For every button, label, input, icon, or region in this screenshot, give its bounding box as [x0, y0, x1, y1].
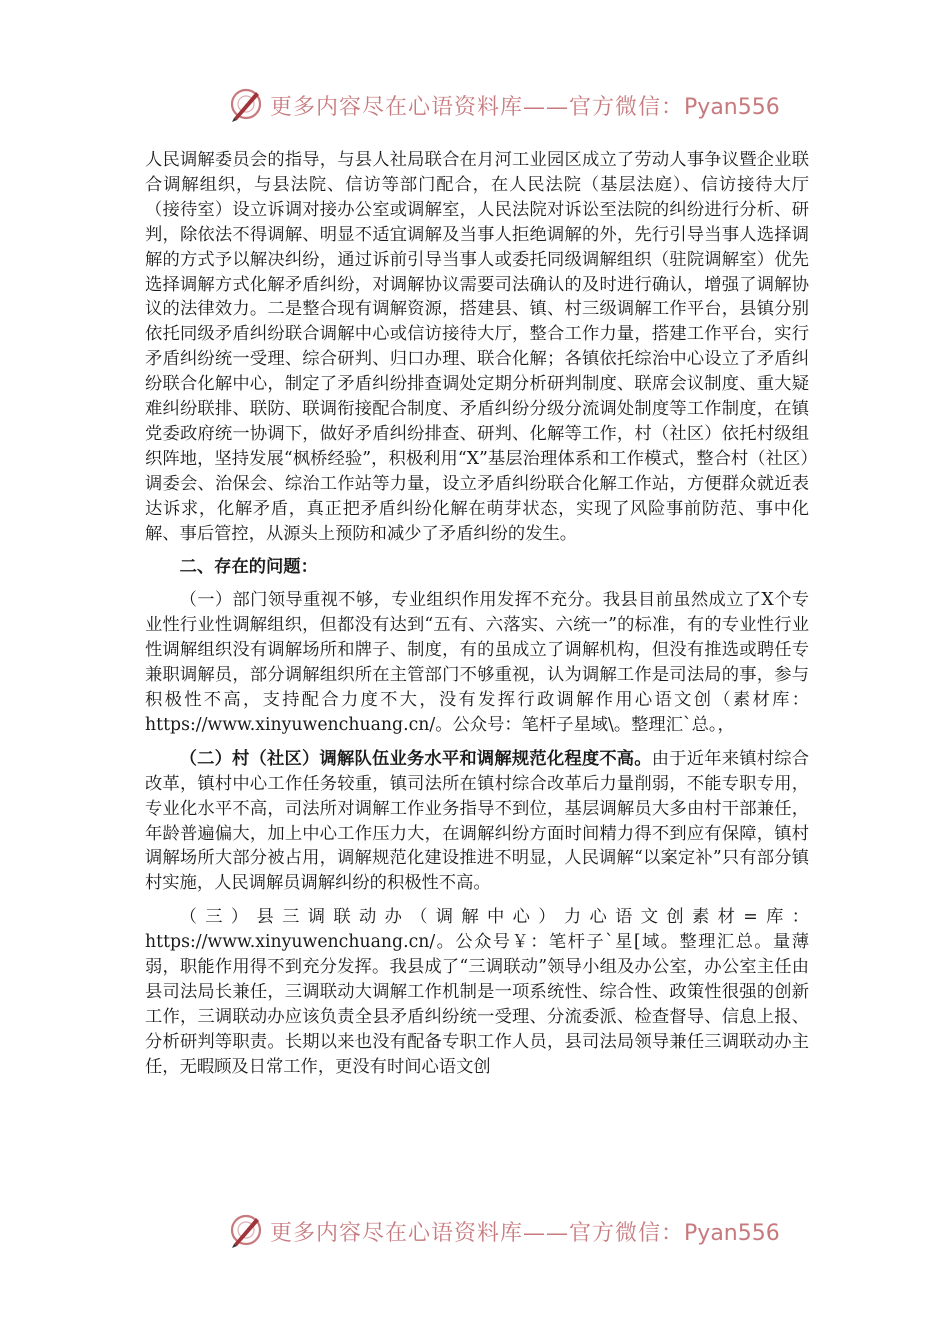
- issue-2-text: 由于近年来镇村综合改革，镇村中心工作任务较重，镇司法所在镇村综合改革后力量削弱，不能专职专用，专业化水平不高，司法所对调解工作业务指导不到位，基层调解员大多由村干部兼任，年龄普遍偏大，加上中心工作压力大，在调解纠纷方面时间精力得不到应有保障，镇村调解场所大部分被占用，调解规范化建设推进不明显，人民调解“以案定补”只有部分镇村实施，人民调解员调解纠纷的积极性不高。: [145, 748, 809, 894]
- banner-title: 更多内容尽在心语资料库: [270, 1221, 524, 1246]
- pen-logo-icon: [226, 84, 266, 124]
- banner-text: [270, 90, 780, 121]
- footer-banner: [0, 1208, 950, 1252]
- banner-title: 更多内容尽在心语资料库: [270, 95, 524, 120]
- banner-wechat-label: 官方微信：: [569, 95, 685, 120]
- paragraph-issue-2: [145, 747, 809, 896]
- pen-logo-icon: [226, 1210, 266, 1250]
- paragraph-issue-1: （一）部门领导重视不够，专业组织作用发挥不充分。我县目前虽然成立了X个专业性行业性调解组织，但都没有达到“五有、六落实、六统一”的标准，有的专业性行业性调解组织没有调解场所和牌子、制度，有的虽成立了调解机构，但没有推选或聘任专兼职调解员，部分调解组织所在主管部门不够重视，认为调解工作是司法局的事，参与积极性不高，支持配合力度不大，没有发挥行政调解作用心语文创（素材库：https://www.xinyuwenchuang.cn/。公众号：笔杆子星域\。整理汇`总。，: [145, 590, 809, 735]
- paragraph-intro: 人民调解委员会的指导，与县人社局联合在月河工业园区成立了劳动人事争议暨企业联合调解组织，与县法院、信访等部门配合，在人民法院（基层法庭）、信访接待大厅（接待室）设立诉调对接办公室或调解室，人民法院对诉讼至法院的纠纷进行分析、研判，除依法不得调解、明显不适宜调解及当事人拒绝调解的外，先行引导当事人选择调解的方式予以解决纠纷，通过诉前引导当事人或委托同级调解组织（驻院调解室）优先选择调解方式化解矛盾纠纷，对调解协议需要司法确认的及时进行确认，增强了调解协议的法律效力。二是整合现有调解资源，搭建县、镇、村三级调解工作平台，县镇分别依托同级矛盾纠纷联合调解中心或信访接待大厅，整合工作力量，搭建工作平台，实行矛盾纠纷统一受理、综合研判、归口办理、联合化解；各镇依托综治中心设立了矛盾纠纷联合化解中心，制定了矛盾纠纷排查调处定期分析研判制度、联席会议制度、重大疑难纠纷联排、联防、联调衔接配合制度、矛盾纠纷分级分流调处制度等工作制度，在镇党委政府统一协调下，做好矛盾纠纷排查、研判、化解等工作，村（社区）依托村级组织阵地，坚持发展“枫桥经验”，积极利用“X”基层治理体系和工作模式，整合村（社区）调委会、治保会、综治工作站等力量，设立矛盾纠纷联合化解工作站，方便群众就近表达诉求，化解矛盾，真正把矛盾纠纷化解在萌芽状态，实现了风险事前防范、事中化解、事后管控，从源头上预防和减少了矛盾纠纷的发生。: [145, 150, 809, 544]
- header-banner: [0, 82, 950, 126]
- banner-separator: ——: [523, 95, 570, 120]
- paragraph-issue-3: （三）县三调联动办（调解中心）力心语文创素材=库：https://www.xinyuwenchuang.cn/。公众号￥：笔杆子`星[域。整理汇总。量薄弱，职能作用得不到充分发挥。我县成了“三调联动”领导小组及办公室，办公室主任由县司法局长兼任，三调联动大调解工作机制是一项系统性、综合性、政策性很强的创新工作，三调联动办应该负责全县矛盾纠纷统一受理、分流委派、检查督导、信息上报、分析研判等职责。长期以来也没有配备专职工作人员，县司法局领导兼任三调联动办主任，无暇顾及日常工作，更没有时间心语文创: [145, 907, 809, 1077]
- section-heading: 二、存在的问题：: [179, 556, 318, 577]
- banner-text: [270, 1216, 780, 1247]
- banner-wechat-id: Pyan556: [684, 1221, 780, 1246]
- document-body: [145, 148, 809, 1080]
- banner-wechat-label: 官方微信：: [569, 1221, 685, 1246]
- issue-2-lead: （二）村（社区）调解队伍业务水平和调解规范化程度不高。: [179, 748, 652, 769]
- banner-wechat-id: Pyan556: [684, 95, 780, 120]
- banner-separator: ——: [523, 1221, 570, 1246]
